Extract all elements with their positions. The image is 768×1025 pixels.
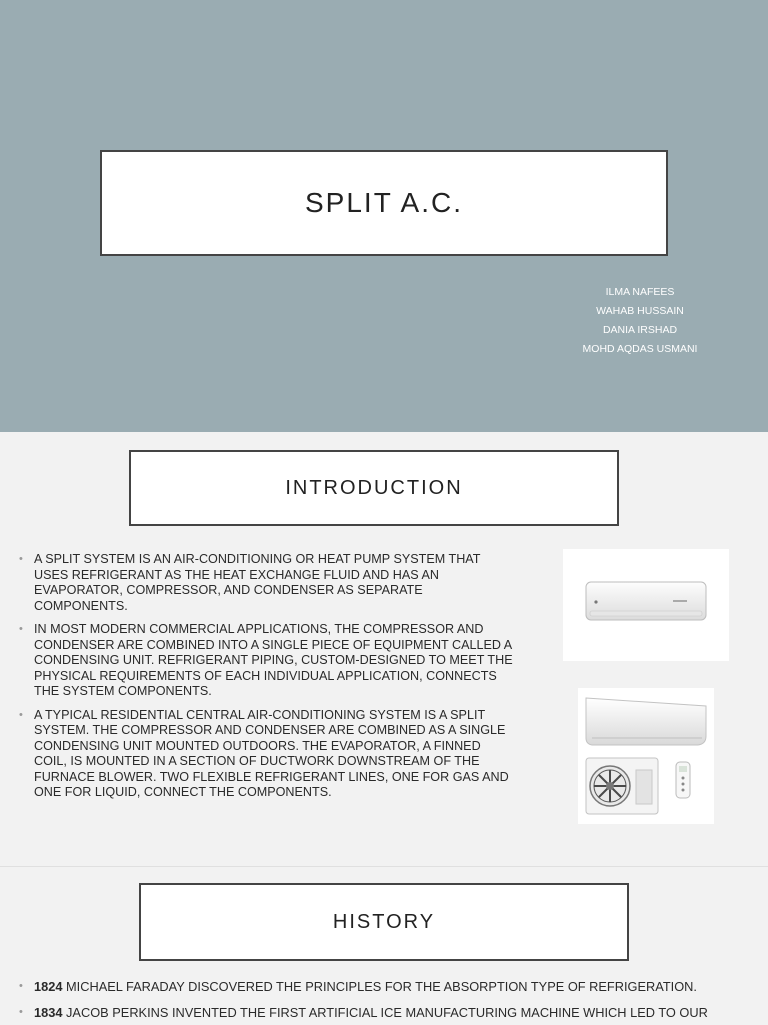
introduction-slide (0, 432, 768, 864)
split-ac-indoor-unit-image (563, 549, 729, 661)
author-name: MOHD AQDAS USMANI (582, 343, 698, 355)
history-text: JACOB PERKINS INVENTED THE FIRST ARTIFICIAL ICE MANUFACTURING MACHINE WHICH LED TO OUR (62, 1004, 708, 1020)
bullet-item: • A TYPICAL RESIDENTIAL CENTRAL AIR-CONDITIONING SYSTEM IS A SPLIT SYSTEM. THE COMPRESSOR AND CONDENSER ARE COMBINED AS A SINGLE CONDENSING UNIT MOUNTED OUTDOORS. THE EVAPORATOR, A FINNED COIL, IS MOUNTED IN A SECTION OF DUCTWORK DOWNSTREAM OF THE FURNACE BLOWER. TWO FLEXIBLE REFRIGERANT LINES, ONE FOR GAS AND ONE FOR LIQUID, CONNECT THE COMPONENTS. (19, 708, 517, 801)
bullet-item: • IN MOST MODERN COMMERCIAL APPLICATIONS, THE COMPRESSOR AND CONDENSER ARE COMBINED INTO A SINGLE PIECE OF EQUIPMENT CALLED A CONDENSING UNIT. REFRIGERANT PIPING, CUSTOM-DESIGNED TO MEET THE PHYSICAL REQUIREMENTS OF EACH INDIVIDUAL APPLICATION, CONNECTS THE SYSTEM COMPONENTS. (19, 622, 517, 700)
history-text: MICHAEL FARADAY DISCOVERED THE PRINCIPLES FOR THE ABSORPTION TYPE OF REFRIGERATION. (62, 979, 697, 994)
split-ac-outdoor-unit-image (578, 688, 714, 824)
title-box (100, 150, 668, 256)
author-list (560, 283, 720, 359)
title-slide (0, 0, 768, 432)
history-year: 1834 (34, 1004, 63, 1020)
author-name: WAHAB HUSSAIN (596, 305, 684, 317)
history-heading-box (139, 883, 629, 961)
history-year: 1824 (34, 979, 63, 994)
presentation-title: SPLIT A.C. (305, 187, 463, 218)
introduction-bullet-list (19, 552, 517, 809)
history-item (19, 979, 749, 995)
history-item (19, 1005, 749, 1021)
history-heading: HISTORY (332, 910, 436, 933)
introduction-heading: INTRODUCTION (285, 476, 463, 499)
bullet-item: • A SPLIT SYSTEM IS AN AIR-CONDITIONING OR HEAT PUMP SYSTEM THAT USES REFRIGERANT AS THE HEAT EXCHANGE FLUID AND HAS AN EVAPORATOR, COMPRESSOR, AND CONDENSER AS SEPARATE COMPONENTS. (19, 552, 517, 614)
history-slide (0, 866, 768, 1025)
introduction-heading-box (129, 450, 619, 526)
author-name: DANIA IRSHAD (602, 324, 678, 336)
history-bullet-list (19, 979, 749, 1025)
author-name: ILMA NAFEES (605, 286, 675, 298)
